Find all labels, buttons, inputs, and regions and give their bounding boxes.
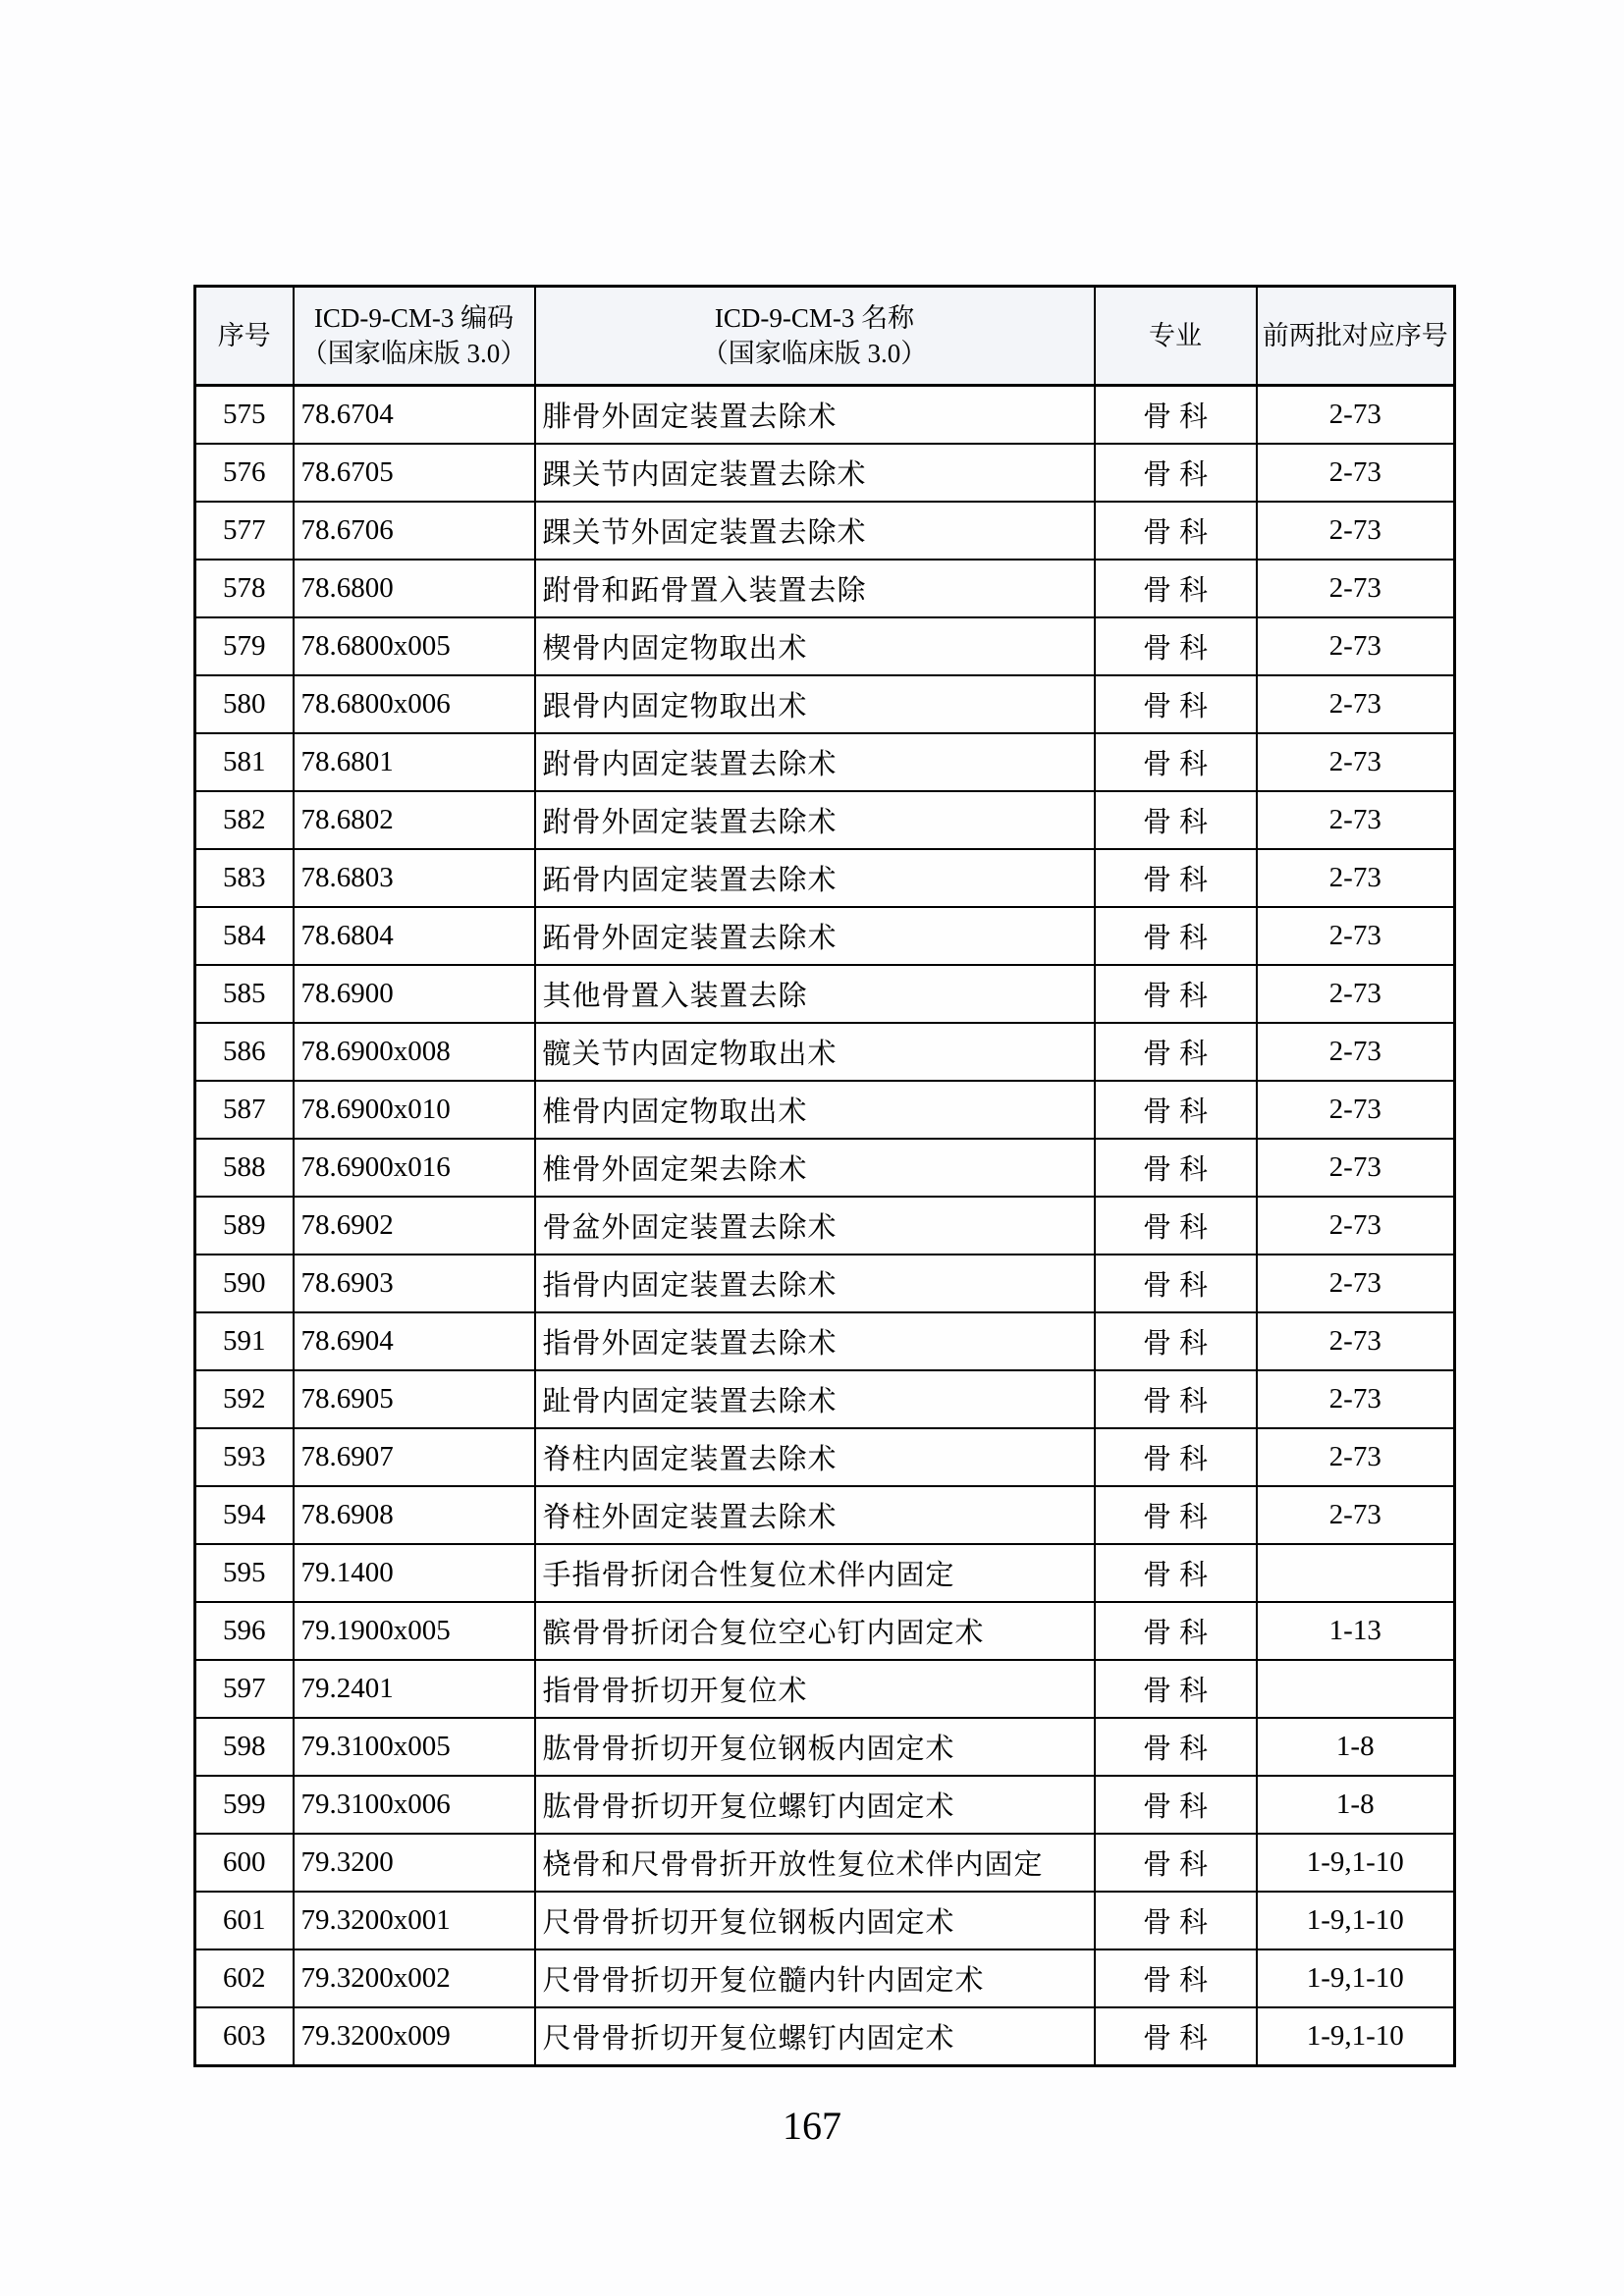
cell-prev-batch: 2-73 <box>1257 1023 1455 1081</box>
cell-name: 指骨骨折切开复位术 <box>535 1660 1095 1718</box>
cell-specialty: 骨科 <box>1095 1486 1257 1544</box>
cell-seq: 599 <box>195 1776 294 1834</box>
cell-name: 手指骨折闭合性复位术伴内固定 <box>535 1544 1095 1602</box>
table-row <box>195 1081 1455 1139</box>
cell-code: 78.6705 <box>294 444 535 502</box>
table-row <box>195 617 1455 675</box>
cell-specialty: 骨科 <box>1095 965 1257 1023</box>
cell-specialty: 骨科 <box>1095 1139 1257 1197</box>
cell-name: 腓骨外固定装置去除术 <box>535 386 1095 445</box>
column-header-code <box>294 287 535 386</box>
cell-seq: 579 <box>195 617 294 675</box>
cell-code: 78.6800x006 <box>294 675 535 733</box>
cell-name: 桡骨和尺骨骨折开放性复位术伴内固定 <box>535 1834 1095 1892</box>
cell-prev-batch: 2-73 <box>1257 1139 1455 1197</box>
cell-seq: 593 <box>195 1428 294 1486</box>
cell-name: 尺骨骨折切开复位钢板内固定术 <box>535 1892 1095 1949</box>
cell-seq: 597 <box>195 1660 294 1718</box>
table-row <box>195 1486 1455 1544</box>
cell-code: 79.1900x005 <box>294 1602 535 1660</box>
cell-specialty: 骨科 <box>1095 1602 1257 1660</box>
cell-seq: 580 <box>195 675 294 733</box>
table-row <box>195 1255 1455 1312</box>
cell-prev-batch: 2-73 <box>1257 849 1455 907</box>
cell-seq: 600 <box>195 1834 294 1892</box>
cell-name: 楔骨内固定物取出术 <box>535 617 1095 675</box>
column-header-seq-label: 序号 <box>217 320 271 350</box>
cell-seq: 578 <box>195 560 294 617</box>
column-header-specialty-label: 专业 <box>1149 320 1202 350</box>
cell-prev-batch <box>1257 1544 1455 1602</box>
cell-seq: 588 <box>195 1139 294 1197</box>
cell-prev-batch: 1-9,1-10 <box>1257 1834 1455 1892</box>
table-row <box>195 675 1455 733</box>
cell-seq: 598 <box>195 1718 294 1776</box>
cell-name: 跗骨外固定装置去除术 <box>535 791 1095 849</box>
cell-code: 79.2401 <box>294 1660 535 1718</box>
cell-name: 尺骨骨折切开复位螺钉内固定术 <box>535 2007 1095 2066</box>
cell-code: 79.3200x002 <box>294 1949 535 2007</box>
cell-specialty: 骨科 <box>1095 1312 1257 1370</box>
cell-prev-batch: 2-73 <box>1257 1312 1455 1370</box>
page-number: 167 <box>783 2104 841 2148</box>
cell-name: 踝关节外固定装置去除术 <box>535 502 1095 560</box>
cell-specialty: 骨科 <box>1095 2007 1257 2066</box>
table-row <box>195 1834 1455 1892</box>
cell-specialty: 骨科 <box>1095 1949 1257 2007</box>
cell-name: 骨盆外固定装置去除术 <box>535 1197 1095 1255</box>
cell-name: 指骨内固定装置去除术 <box>535 1255 1095 1312</box>
cell-seq: 581 <box>195 733 294 791</box>
column-header-name-line1: ICD-9-CM-3 名称 <box>714 302 915 333</box>
cell-name: 跖骨外固定装置去除术 <box>535 907 1095 965</box>
icd-code-table <box>193 285 1456 2067</box>
cell-code: 79.3100x005 <box>294 1718 535 1776</box>
cell-seq: 590 <box>195 1255 294 1312</box>
cell-prev-batch: 1-9,1-10 <box>1257 1892 1455 1949</box>
cell-seq: 591 <box>195 1312 294 1370</box>
cell-name: 跗骨和跖骨置入装置去除 <box>535 560 1095 617</box>
table-row <box>195 1428 1455 1486</box>
cell-name: 指骨外固定装置去除术 <box>535 1312 1095 1370</box>
cell-code: 78.6800x005 <box>294 617 535 675</box>
cell-prev-batch: 2-73 <box>1257 965 1455 1023</box>
cell-name: 脊柱外固定装置去除术 <box>535 1486 1095 1544</box>
cell-specialty: 骨科 <box>1095 560 1257 617</box>
cell-specialty: 骨科 <box>1095 1892 1257 1949</box>
cell-prev-batch: 2-73 <box>1257 733 1455 791</box>
cell-seq: 589 <box>195 1197 294 1255</box>
cell-seq: 595 <box>195 1544 294 1602</box>
cell-seq: 575 <box>195 386 294 445</box>
cell-specialty: 骨科 <box>1095 907 1257 965</box>
column-header-prev-batch <box>1257 287 1455 386</box>
table-row <box>195 2007 1455 2066</box>
table-row <box>195 849 1455 907</box>
cell-prev-batch: 2-73 <box>1257 1081 1455 1139</box>
cell-name: 趾骨内固定装置去除术 <box>535 1370 1095 1428</box>
cell-seq: 594 <box>195 1486 294 1544</box>
table-row <box>195 1139 1455 1197</box>
icd-code-table-container <box>193 285 1456 2067</box>
column-header-code-line2: （国家临床版 3.0） <box>300 339 527 368</box>
cell-specialty: 骨科 <box>1095 1776 1257 1834</box>
cell-prev-batch: 2-73 <box>1257 1370 1455 1428</box>
cell-code: 78.6900 <box>294 965 535 1023</box>
cell-name: 髋关节内固定物取出术 <box>535 1023 1095 1081</box>
cell-specialty: 骨科 <box>1095 1081 1257 1139</box>
cell-prev-batch: 2-73 <box>1257 791 1455 849</box>
cell-name: 跟骨内固定物取出术 <box>535 675 1095 733</box>
cell-specialty: 骨科 <box>1095 675 1257 733</box>
table-row <box>195 1544 1455 1602</box>
cell-specialty: 骨科 <box>1095 1834 1257 1892</box>
cell-name: 髌骨骨折闭合复位空心钉内固定术 <box>535 1602 1095 1660</box>
cell-prev-batch: 1-8 <box>1257 1718 1455 1776</box>
table-row <box>195 1023 1455 1081</box>
cell-seq: 596 <box>195 1602 294 1660</box>
column-header-name <box>535 287 1095 386</box>
cell-code: 78.6900x010 <box>294 1081 535 1139</box>
cell-specialty: 骨科 <box>1095 1660 1257 1718</box>
cell-code: 78.6800 <box>294 560 535 617</box>
cell-prev-batch: 2-73 <box>1257 1428 1455 1486</box>
cell-code: 78.6704 <box>294 386 535 445</box>
cell-specialty: 骨科 <box>1095 1370 1257 1428</box>
cell-seq: 577 <box>195 502 294 560</box>
cell-seq: 587 <box>195 1081 294 1139</box>
cell-code: 78.6900x016 <box>294 1139 535 1197</box>
cell-code: 78.6801 <box>294 733 535 791</box>
cell-seq: 585 <box>195 965 294 1023</box>
cell-name: 跖骨内固定装置去除术 <box>535 849 1095 907</box>
cell-prev-batch: 1-13 <box>1257 1602 1455 1660</box>
cell-seq: 601 <box>195 1892 294 1949</box>
cell-name: 尺骨骨折切开复位髓内针内固定术 <box>535 1949 1095 2007</box>
cell-code: 79.3100x006 <box>294 1776 535 1834</box>
cell-name: 跗骨内固定装置去除术 <box>535 733 1095 791</box>
cell-specialty: 骨科 <box>1095 1197 1257 1255</box>
table-row <box>195 1892 1455 1949</box>
cell-specialty: 骨科 <box>1095 617 1257 675</box>
cell-name: 脊柱内固定装置去除术 <box>535 1428 1095 1486</box>
table-row <box>195 907 1455 965</box>
cell-prev-batch: 2-73 <box>1257 1486 1455 1544</box>
table-row <box>195 733 1455 791</box>
column-header-seq <box>195 287 294 386</box>
table-row <box>195 1718 1455 1776</box>
cell-code: 78.6907 <box>294 1428 535 1486</box>
cell-seq: 602 <box>195 1949 294 2007</box>
cell-specialty: 骨科 <box>1095 386 1257 445</box>
cell-name: 其他骨置入装置去除 <box>535 965 1095 1023</box>
cell-specialty: 骨科 <box>1095 1428 1257 1486</box>
cell-specialty: 骨科 <box>1095 1023 1257 1081</box>
column-header-name-line2: （国家临床版 3.0） <box>701 339 928 368</box>
cell-prev-batch: 2-73 <box>1257 617 1455 675</box>
cell-prev-batch: 2-73 <box>1257 1197 1455 1255</box>
cell-specialty: 骨科 <box>1095 849 1257 907</box>
cell-code: 78.6904 <box>294 1312 535 1370</box>
table-row <box>195 1949 1455 2007</box>
cell-specialty: 骨科 <box>1095 1718 1257 1776</box>
cell-name: 踝关节内固定装置去除术 <box>535 444 1095 502</box>
cell-specialty: 骨科 <box>1095 1544 1257 1602</box>
cell-prev-batch: 1-9,1-10 <box>1257 1949 1455 2007</box>
cell-prev-batch: 2-73 <box>1257 1255 1455 1312</box>
cell-code: 78.6706 <box>294 502 535 560</box>
cell-code: 78.6802 <box>294 791 535 849</box>
column-header-specialty <box>1095 287 1257 386</box>
table-row <box>195 444 1455 502</box>
column-header-prev-batch-label: 前两批对应序号 <box>1262 320 1448 350</box>
cell-specialty: 骨科 <box>1095 444 1257 502</box>
cell-code: 78.6900x008 <box>294 1023 535 1081</box>
table-header-row <box>195 287 1455 386</box>
cell-code: 78.6905 <box>294 1370 535 1428</box>
cell-name: 椎骨内固定物取出术 <box>535 1081 1095 1139</box>
table-row <box>195 1602 1455 1660</box>
table-row <box>195 1197 1455 1255</box>
cell-code: 79.3200x009 <box>294 2007 535 2066</box>
cell-prev-batch <box>1257 1660 1455 1718</box>
table-row <box>195 1370 1455 1428</box>
cell-prev-batch: 1-9,1-10 <box>1257 2007 1455 2066</box>
cell-code: 78.6804 <box>294 907 535 965</box>
cell-code: 78.6902 <box>294 1197 535 1255</box>
cell-code: 78.6908 <box>294 1486 535 1544</box>
table-row <box>195 386 1455 445</box>
cell-code: 79.3200x001 <box>294 1892 535 1949</box>
table-body <box>195 386 1455 2066</box>
cell-seq: 583 <box>195 849 294 907</box>
cell-name: 椎骨外固定架去除术 <box>535 1139 1095 1197</box>
cell-prev-batch: 2-73 <box>1257 386 1455 445</box>
cell-seq: 586 <box>195 1023 294 1081</box>
cell-specialty: 骨科 <box>1095 1255 1257 1312</box>
table-row <box>195 502 1455 560</box>
cell-specialty: 骨科 <box>1095 791 1257 849</box>
column-header-code-line1: ICD-9-CM-3 编码 <box>313 302 514 333</box>
cell-code: 78.6803 <box>294 849 535 907</box>
table-row <box>195 791 1455 849</box>
table-row <box>195 1312 1455 1370</box>
cell-seq: 576 <box>195 444 294 502</box>
cell-seq: 603 <box>195 2007 294 2066</box>
table-row <box>195 965 1455 1023</box>
cell-code: 79.1400 <box>294 1544 535 1602</box>
cell-specialty: 骨科 <box>1095 502 1257 560</box>
table-row <box>195 1776 1455 1834</box>
cell-specialty: 骨科 <box>1095 733 1257 791</box>
cell-prev-batch: 1-8 <box>1257 1776 1455 1834</box>
cell-code: 79.3200 <box>294 1834 535 1892</box>
cell-prev-batch: 2-73 <box>1257 907 1455 965</box>
cell-code: 78.6903 <box>294 1255 535 1312</box>
cell-name: 肱骨骨折切开复位钢板内固定术 <box>535 1718 1095 1776</box>
table-row <box>195 560 1455 617</box>
cell-name: 肱骨骨折切开复位螺钉内固定术 <box>535 1776 1095 1834</box>
cell-prev-batch: 2-73 <box>1257 675 1455 733</box>
table-row <box>195 1660 1455 1718</box>
cell-prev-batch: 2-73 <box>1257 560 1455 617</box>
cell-seq: 592 <box>195 1370 294 1428</box>
cell-seq: 582 <box>195 791 294 849</box>
cell-seq: 584 <box>195 907 294 965</box>
cell-prev-batch: 2-73 <box>1257 502 1455 560</box>
cell-prev-batch: 2-73 <box>1257 444 1455 502</box>
